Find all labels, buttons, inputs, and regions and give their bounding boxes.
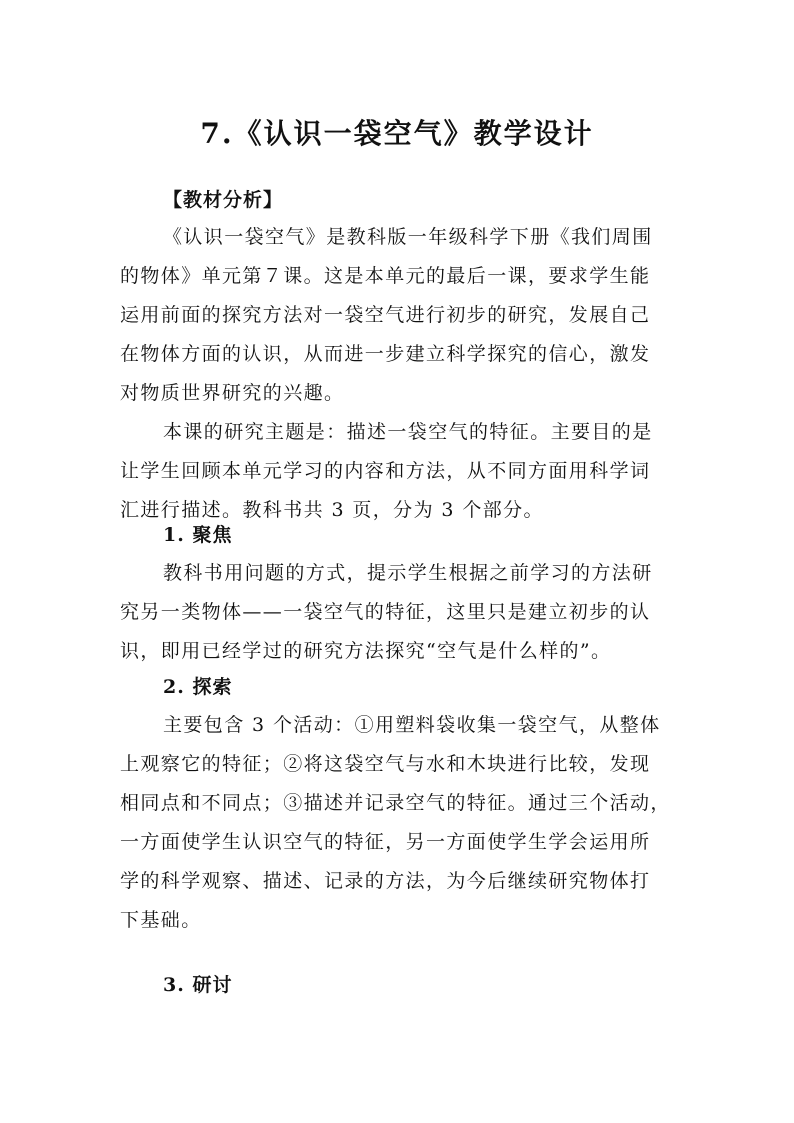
text-line: 《认识一袋空气》是教科版一年级科学下册《我们周围 (163, 226, 653, 248)
paragraph-focus (120, 554, 676, 671)
document-title: 7.《认识一袋空气》教学设计 (200, 117, 594, 150)
heading-explore: 2. 探索 (163, 676, 233, 698)
text-line: 相同点和不同点；③描述并记录空气的特征。通过三个活动， (120, 792, 671, 814)
text-line: 下基础。 (120, 909, 202, 931)
text-line: 识，即用已经学过的研究方法探究“空气是什么样的”。 (120, 640, 612, 662)
heading-focus: 1. 聚焦 (163, 524, 233, 546)
text-line: 主要包含 3 个活动：①用塑料袋收集一袋空气，从整体 (163, 714, 661, 736)
text-line: 上观察它的特征；②将这袋空气与水和木块进行比较，发现 (120, 753, 651, 775)
section-heading-textbook-analysis: 【教材分析】 (163, 189, 284, 211)
paragraph-explore (120, 706, 676, 940)
text-line: 运用前面的探究方法对一袋空气进行初步的研究，发展自己 (120, 304, 651, 326)
text-line: 在物体方面的认识，从而进一步建立科学探究的信心，激发 (120, 343, 651, 365)
text-line: 汇进行描述。教科书共 3 页，分为 3 个部分。 (120, 499, 544, 521)
text-line: 一方面使学生认识空气的特征，另一方面使学生学会运用所 (120, 831, 651, 853)
text-line: 学的科学观察、描述、记录的方法，为今后继续研究物体打 (120, 870, 651, 892)
paragraph-lesson-overview (120, 218, 676, 413)
text-line: 究另一类物体——一袋空气的特征，这里只是建立初步的认 (120, 601, 651, 623)
paragraph-research-theme (120, 413, 676, 530)
text-line: 教科书用问题的方式，提示学生根据之前学习的方法研 (163, 562, 653, 584)
text-line: 让学生回顾本单元学习的内容和方法，从不同方面用科学词 (120, 460, 651, 482)
text-line: 的物体》单元第７课。这是本单元的最后一课，要求学生能 (120, 265, 651, 287)
text-line: 对物质世界研究的兴趣。 (120, 382, 345, 404)
text-line: 本课的研究主题是：描述一袋空气的特征。主要目的是 (163, 421, 653, 443)
heading-discussion: 3. 研讨 (163, 974, 233, 996)
